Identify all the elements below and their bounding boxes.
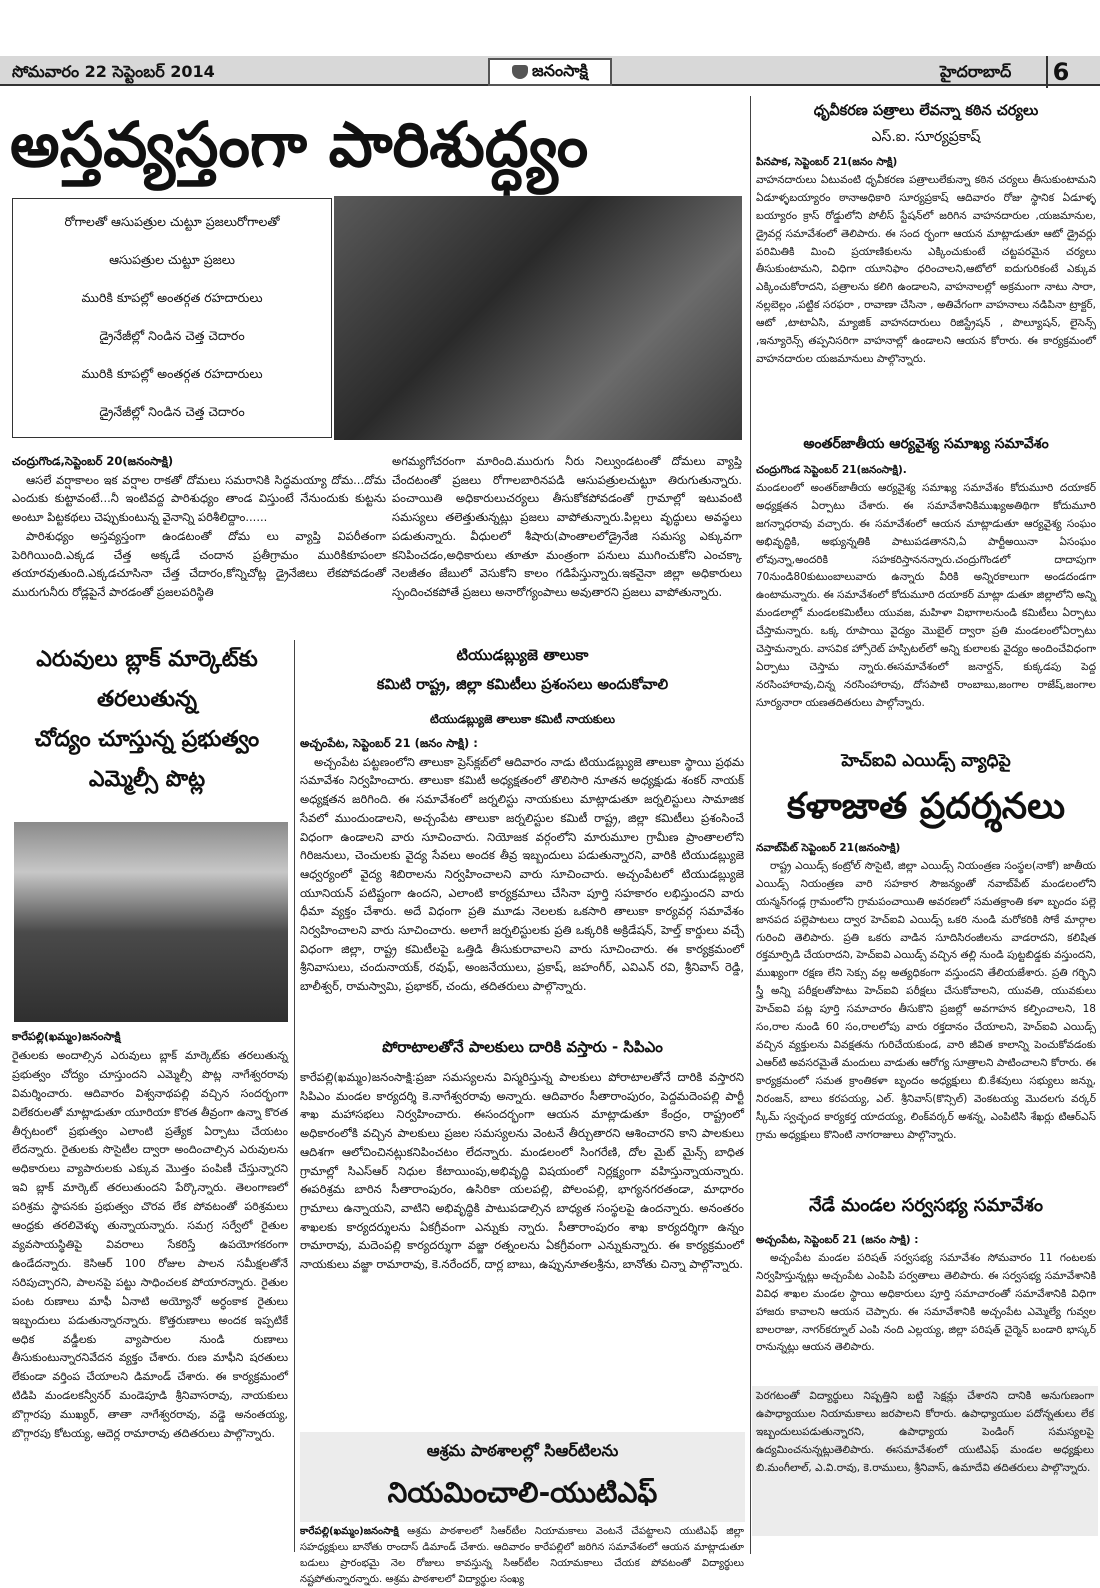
logo-text: జనంసాక్షి xyxy=(532,60,588,80)
tuwj-subhead: టియుడబ్ల్యుజె తాలుకా కమిటీ నాయకులు xyxy=(429,712,615,726)
headline-line: నియమించాలి-యుటిఎఫ్ xyxy=(387,1476,658,1509)
vehicle-headline: ధృవీకరణ పత్రాలు లేవన్నా కఠిన చర్యలు xyxy=(813,103,1039,119)
vehicle-story-body xyxy=(756,154,1096,424)
tuwj-headline xyxy=(300,640,745,710)
logo-emblem-icon xyxy=(512,65,528,79)
highlight-line: డ్రైనేజీల్లో నిండిన చెత్త చెదారం xyxy=(99,328,245,343)
page-number: 6 xyxy=(1046,56,1074,88)
paragraph: పెరగటంతో విద్యార్థులు నిష్పత్తిని బట్టి సెక్షన్లు చేశారని దానికి అనుగుణంగా ఉపాధ్యాయుల నియామకాలు జరపాలని కోరారు. ఉపాధ్యాయుల పదోన్నతులు లేక ఇబ్బందులుపడుతున్నారని, ఉపాధ్యాయ పెండింగ్ సమస్యలపై ఉద్యమించనున్నట్లుతెలిపారు. ఈసమావేశంలో యుటిఎఫ్ మండల అధ్యక్షులు బి.మంగీలాల్, ఎ.వి.రావు, కె.రాములు, శ్రీనివాస్, ఉమాదేవి తదితరులు పాల్గొన్నారు. xyxy=(756,1390,1094,1474)
newspaper-logo xyxy=(488,58,612,86)
headline-line: చోద్యం చూస్తున్న ప్రభుత్వం xyxy=(34,727,260,752)
cpm-headline: పోరాటాలతోనే పాలకులు దారికి వస్తారు - సిపిఎం xyxy=(382,1038,663,1056)
paragraph: ఆసలే వర్షాకాలం ఇక వర్షాల రాకతో దోమలు సమరానికి సిద్ధమయ్యా దోమ...దోమ ఎందుకు కుట్టావంటే...నీ ఇంటివద్ద పారిశుధ్యం తాండ విస్తుంటే నేనుందుకు కుట్టను అంటూ పిట్టకథలు చెప్పుకుంటున్న వైనాన్ని పరిశీలిద్దాం...... xyxy=(12,472,386,525)
main-story-col1 xyxy=(12,452,386,624)
mandal-headline: నేడే మండల సర్వసభ్య సమావేశం xyxy=(808,1195,1044,1216)
hiv-kicker: హెచ్ఐవి ఎయిడ్స్ వ్యాధిపై xyxy=(841,751,1011,771)
dateline: చంద్రుగొండ,సెప్టెంబర్ 20(జనంసాక్షి) xyxy=(12,454,174,468)
headline-line: ఆశ్రమ పాఠశాలల్లో సిఆర్‌టిలను xyxy=(426,1441,619,1460)
highlight-line: ఆసుపత్రుల చుట్టూ ప్రజలు xyxy=(109,252,235,267)
dateline: చంద్రుగొండ సెప్టెంబర్ 21(జనంసాక్షి). xyxy=(756,464,907,476)
main-headline: అస్తవ్యస్తంగా పారిశుద్ధ్యం xyxy=(10,108,589,181)
highlight-line: రోగాలతో ఆసుపత్రుల చుట్టూ ప్రజలురోగాలతో xyxy=(64,214,280,229)
mandal-story-body xyxy=(756,1232,1096,1382)
headline-line: ఎమ్మెల్సీ పొట్ల xyxy=(88,767,206,792)
paragraph: రైతులకు అందాల్సిన ఎరువులు బ్లాక్ మార్కెట్‌కు తరలుతున్న ప్రభుత్వం చోద్యం చూస్తుందని ఎమ్మెల్సీ పొట్ల నాగేశ్వరరావు విమర్శించారు. ఆదివారం విశ్వనాథపల్లి వచ్చిన సందర్భంగా విలేకరులతో మాట్లాడుతూ యూరియా కొరత తీవ్రంగా ఉన్నా కొరత తీర్చటంలో ప్రభుత్వం ఎలాంటి ప్రత్యేక ఏర్పాటు చేయటం లేదన్నారు. రైతులకు సొసైటీల ద్వారా అందించాల్సిన ఎరువులను అధికారులు వ్యాపారులకు ఎక్కువ మొత్తం పంపిణీ చేస్తున్నారని ఇవి బ్లాక్ మార్కెట్ తరలుతుందని పేర్కొన్నారు. తెలంగాణలో పరిశ్రమ స్థాపనకు ప్రభుత్వం చొరవ లేక పోవటంతో పరిశ్రమలు ఆంధ్రకు తరలివెళ్ళు తున్నాయన్నారు. సమగ్ర సర్వేలో రైతుల వ్యవసాయస్థితిపై వివరాలు సేకరిస్తే ఉపయోగకరంగా ఉండేదన్నారు. కెసిఆర్ 100 రోజుల పాలన సమీక్షలతోనే సరిపుచ్చారని, పాలనపై పట్టు సాధించలక పోయారన్నారు. రైతుల పంట రుణాలు మాఫీ ఏనాటి అయ్యోనో అర్ధంకాక రైతులు ఇబ్బందులు పడుతున్నారన్నారు. కొత్తరుణాలు అందక ఇప్పటికే అధిక వడ్డీలకు వ్యాపారుల నుండి రుణాలు తీసుకుంటున్నారనివేదన వ్యక్తం చేశారు. రుణ మాఫీని షరతులు లేకుండా వర్తింప చేయాలని డిమాండ్ చేశారు. ఈ కార్యక్రమంలో టిడిపి మండలకన్వీనర్ మండెపూడి శ్రీనివాసరావు, నాయకులు బొగ్గారపు ముఖ్యర్, తాతా నాగేశ్వరరావు, వడ్డె అనంతయ్య, బొగ్గారపు కోటయ్య, ఆదెర్ల రామారావు తదితరులు పాల్గొన్నారు. xyxy=(12,1048,288,1441)
paragraph: మండలంలో అంతర్‌జాతీయ ఆర్యవైశ్య సమాఖ్య సమావేశం కోదుమూరి దయాకర్ అధ్యక్షతన ఏర్పాటు చేశారు. ఈ సమావేశానికిముఖ్యఅతిథిగా కోదుమూరి జగన్నాధరావు వచ్చారు. ఈ సమావేశంలో ఆయన మాట్లాడుతూ ఆర్యవైశ్య సంఘం అభివృద్ధికి, అభ్యున్నతికి పాటుపడతానని,ఏ పార్టీఅయినా ఏసంఘం లోవున్నా,అందరికి సహకరిస్తాననన్నారు.చంద్రుగొండలో దాదాపుగా 70నుండి80కుటుంబాలువారు ఉన్నారు వీరికి అన్నిరకాలుగా అండదండగా ఉంటామన్నారు. ఈ సమావేశంలో కోదుమూరి దయాకర్ మాట్లా డుతూ జిల్లాలోని అన్ని మండలాల్లో మండలకమిటీలు యువజ, మహిళా విభాగాలనుండి కమిటీలు ఏర్పాటు చేస్తామన్నారు. ఒక్క రూపాయి వైద్యం మొబైల్ ద్వారా ప్రతి మండలంలోఏర్పాటు చెస్తామన్నారు. వాసవిక హ్సోరెట్ హస్పిటల్‌లో అన్ని కులాలకు వైద్యం అందించేవిధంగా ఏర్పాటు చెస్తామ న్నారు.ఈసమావేశంలో జనార్దన్, కుక్కడపు పెద్ద నరసింహారావు,చిన్న నరసింహారావు, దోసపాటి రాంబాబు,జంగాల రాజేష్,జంగాల సూర్యనారా యణతదితరులు పాల్గోన్నారు. xyxy=(756,481,1096,709)
paragraph: వాహనదారులు ఏటువంటి ధృవీకరణ పత్రాలులేకున్నా కఠిన చర్యలు తీసుకుంటామని ఏడూళ్ళబయ్యారం ఠానాఅధికారి సూర్యప్రకాష్ ఆదివారం రోజు స్థానిక ఏడూళ్ళ బయ్యారం క్రాస్ రోడ్డులోని పోలీస్ స్టేషన్‌లో జరిగిన వాహనదారుల ,యజమానుల, డ్రైవర్ల సమావేశంలో తెలిపారు. ఈ సంద ర్భంగా ఆయన మాట్లాడుతూ ఆటో డ్రైవర్లు పరిమితికి మించి ప్రయాణికులను ఎక్కించుకుంటే చట్టపరమైన చర్యలు తీసుకుంటామని, విధిగా యూనిఫాం ధరించాలని,ఆటోలో ఐదుగురికంటే ఎక్కువ ఎక్కించుకోరాదని, పత్రాలను కలిగి ఉండాలని, వాహనాలల్లో అక్రమంగా నాటు సారా, నల్లబెల్లం ,పట్టిక సరఫరా , రావాణా చేసినా , అతివేగంగా వాహనాలు నడిపినా ట్రాక్టర్, ఆటో ,టాటాఏసి, మ్యాజిక్ వాహనదారులు రిజిస్ట్రేషన్ , పొల్యూషన్, లైసెన్స్ ,ఇన్యూరెన్స్ తప్పనిసరిగా వాహనాల్లో ఉండాలని ఆయన కోరారు. ఈ కార్యక్రమంలో వాహనదారుల యజమానులు పాల్గొన్నారు. xyxy=(756,173,1096,365)
hiv-story-body xyxy=(756,840,1096,1170)
headline-line: టియుడబ్ల్యుజె తాలుకా xyxy=(456,646,589,664)
headline-line: ఎరువులు బ్లాక్ మార్కెట్‌కు xyxy=(36,647,258,672)
highlight-line: మురికి కూపల్లో అంతర్గత రహదారులు xyxy=(81,290,263,305)
paragraph: రాష్ట్ర ఎయిడ్స్ కంట్రోల్ సొసైటి, జిల్లా ఎయిడ్స్ నియంత్రణ సంస్థల(నాకో) జాతీయ ఎయిడ్స్ నియంత్రణ వారి సహకార సౌజన్యంతో నవాబ్‌పేట్ మండలంలోని యన్మన్‌గండ్ల గ్రామంలోని గ్రామపంచాయితి అవరణలో సమతక్రాంతి కళా బృందం పల్లె జానపద పల్లెపాటలు ద్వార హెచ్ఐవి ఎయిడ్స్ ఒకరి నుండి మరోకరికి సోకే మార్గాల గురించి తెలిపారు. ప్రతి ఒకరు వాడిన సూదిసిరంజీలను వాడరాదని, కలిషిత రక్తమార్పిడి చేయరాదని, హెచ్ఐవి ఎయిడ్స్ వచ్చిన తల్లి నుండి పుట్టబిడ్డకు వస్తుందని, ముఖ్యంగా రక్షణ లేని సెక్సు వల్ల అత్యధికంగా వస్తుందని తేలియజేశారు. ప్రతి గర్భిని స్త్రీ అన్ని పరీక్షలతోపాటు హెచ్ఐవి పరీక్షలు చేసుకోవాలని, యువతి, యువకులు హెచ్ఐవి పట్ల పూర్తి సమాచారం తీసుకొని ప్రజల్లో అవగాహన కల్పించాలని, 18 సం,రాల నుండి 60 సం,రాలలోపు వారు రక్తదానం చేయాలని, హెచ్ఐవి ఎయిడ్స్ వచ్చిన వ్యక్తులను వివక్షతను గురిచేయకుండ, వారి జీవిత కాలాన్ని పెంచుకోవడంకు ఎఆర్‌టి అవసరమైతే మందులు వాడుతు ఆరోగ్య సూత్రాలని పాటించాలని కోరారు. ఈ కార్యక్రమంలో సమత క్రాంతికళా బృందం అధ్యక్షులు బి.కేశవులు సభ్యులు జన్ను, నిరంజన్, బాలు కరపయ్య, ఎల్. శ్రీనివాస్(కొన్సిల్) వెంకటయ్య మొదలగు వర్కర్ స్కీమ్ స్వచ్ఛంద కార్యకర్త యాదయ్య, లింక్‌వర్కర్ అశన్న, ఎంపిటిసి శేఖర్లు టిఆర్ఎస్ గ్రామ అధ్యక్షులు కొనింటి నాగరాజులు పాల్గొన్నారు. xyxy=(756,859,1096,1141)
dateline: అచ్చంపేట, సెప్టెంబర్ 21 (జనం సాక్షి) : xyxy=(756,1234,919,1246)
dateline: కారేపల్లి(ఖమ్మం)జనంసాక్షి xyxy=(12,1030,121,1043)
edition-city: హైదరాబాద్ xyxy=(940,62,1012,81)
dateline: పినపాక, సెప్టెంబర్ 21(జనం సాక్షి) xyxy=(756,156,898,168)
headline-line: తరలుతున్న xyxy=(96,687,198,712)
urea-story-body xyxy=(12,1028,288,1548)
meeting-photo xyxy=(14,822,288,1022)
utf-story-body xyxy=(300,1524,745,1585)
main-story-col2 xyxy=(392,452,742,622)
column-rule xyxy=(750,96,751,1554)
highlight-line: డ్రైనేజీల్లో నిండిన చెత్త చెదారం xyxy=(99,404,245,419)
dateline: నవాబ్‌పేట్ సెప్టెంబర్ 21(జనంసాక్షి) xyxy=(756,842,901,854)
issue-date: సోమవారం 22 సెప్టెంబర్ 2014 xyxy=(12,62,215,81)
dateline: అచ్చంపేట, సెప్టెంబర్ 21 (జనం సాక్షి) : xyxy=(300,736,478,750)
utf-headline-box xyxy=(300,1432,745,1522)
vysya-headline: అంతర్‌జాతీయ ఆర్యవైశ్య సమాఖ్య సమావేశం xyxy=(803,436,1049,452)
main-highlights-box xyxy=(12,198,332,438)
tuwj-story-body xyxy=(300,734,744,1026)
column-rule xyxy=(294,640,295,1552)
paragraph: అగమ్యగోచరంగా మారింది.మురుగు నీరు నిల్వుండటంతో దోమలు వ్యాప్తి చేందటంతో ప్రజలు రోగాలబారినపడి ఆసుపత్రులచుట్టూ తిరుగుతున్నారు. పంచాయితి అధికారులుచర్యలు తీసుకోకపోవడంతో గ్రామాల్లో ఇటువంటి సమస్యలు తలెత్తుతున్నట్లు ప్రజలు వాపోతున్నారు.పిల్లలు వృద్ధులు అవస్థలు పడుతున్నారు. వీధులలో శీషారు(పాంతాలలోడ్రైనేజి సమస్య ఎక్కువగా కనిపించడం,అధికారులు తూతూ మంత్రంగా పనులు ముగించుకోని ఎంచక్కా నెలజీతం జేబులో వెసుకోని కాలం గడిపేస్తున్నారు.ఇకనైనా జిల్లా అధికారులు స్పందించకపోతే ప్రజలు అనారోగ్యంపాలు అవుతారని ప్రజలు వాపోతున్నారు. xyxy=(392,454,742,599)
paragraph: ఆశ్రమ పాఠశాలలో సిఆర్‌టీల నియామకాలు వెంటనే చేపట్టాలని యుటిఎఫ్ జిల్లా సహధ్యక్షులు బానోతు రాందాస్ డిమాండ్ చేశారు. ఆదివారం కారేపల్లిలో జరిగిన సమావేశంలో ఆయన మాట్లాడుతూ బడులు ప్రారంభమై నెల రోజులు కావస్తున్న సిఆర్‌టీల నియామకాలు చేయక పోవటంతో విద్యార్థులు నష్టపోతున్నారన్నారు. ఆశ్రమ పాఠశాలలో విద్యార్థుల సంఖ్య xyxy=(300,1526,745,1585)
garbage-photo xyxy=(334,196,742,440)
paragraph: కారేపల్లి(ఖమ్మం)జనంసాక్షి:ప్రజా సమస్యలను విస్మరిస్తున్న పాలకులు పోరాటాలతోనే దారికి వస్తారని సిపిఎం మండల కార్యదర్శి కె.నాగేశ్వరరావు అన్నారు. ఆదివారం సీతారాంపురం, పెద్దమదెంపల్లి పార్టీ శాఖ మహాసభలు నిర్వహించారు. ఈసందర్భంగా ఆయన మాట్లాడుతూ కేంద్రం, రాష్ట్రంలో అధికారంలోకి వచ్చిన పాలకులు ప్రజల సమస్యలను వెంటనే తీర్చుతారని ఆశించారని కాని పాలకులు ఆదిశగా ఆలోచించినట్లుకనిపించటం లేదన్నారు. మండలంలో సింగరేణి, దోల మైట్ మైన్స్ బాధిత గ్రామాల్లో సిఎస్‌ఆర్ నిధుల కేటాయింపు,అభివృద్ధి విషయంలో నిర్లక్ష్యంగా వహిస్తున్నాయన్నారు. ఈపరిశ్రమ బారిన సీతారాంపురం, ఉసిరికా యలపల్లి, పోలంపల్లి, భాగ్యనగరతండా, మాధారం గ్రామాలు ఉన్నాయని, వాటిని అభివృద్ధికి పాటుపడాల్సిన బాధ్యత సంస్థలపై ఉందన్నారు. అనంతరం శాఖలకు కార్యదర్శులను ఏకగ్రీవంగా ఎన్నుకు న్నారు. సీతారాంపురం శాఖ కార్యదర్శిగా ఉన్నం రామారావు, మదెంపల్లి కార్యదర్శుగా వజ్జా రత్నంలను ఏకగ్రీవంగా ఎన్నుకున్నారు. ఈ కార్యక్రమంలో నాయకులు వజ్జా రామారావు, కె.నరేందర్, దార్ల బాబు, ఉప్పునూతలశ్రీను, బానోతు చిన్నా పాల్గొన్నారు. xyxy=(300,1070,744,1272)
headline-line: కమిటి రాష్ట్ర, జిల్లా కమిటీలు ప్రశంసలు అందుకోవాలి xyxy=(376,677,669,693)
urea-headline xyxy=(6,640,288,808)
hiv-headline: కళాజాత ప్రదర్శనలు xyxy=(786,786,1066,827)
highlight-line: మురికి కూపల్లో అంతర్గత రహదారులు xyxy=(81,366,263,381)
vehicle-subhead: ఎస్.ఐ. సూర్యప్రకాష్ xyxy=(871,129,981,145)
vysya-story-body xyxy=(756,462,1096,740)
paragraph: అచ్చంపేట పట్టణంలోని తాలుకా ప్రెస్‌క్లబ్‌లో ఆదివారం నాడు టియుడబ్ల్యుజె తాలుకా స్థాయి ప్రథమ సమావేశం నిర్వహించారు. తాలుకా కమిటీ అధ్యక్షతంలో తొలిసారి నూతన అధ్యక్షుడు శంకర్ నాయక్ అధ్యక్షతన జరిగింది. ఈ సమావేశంలో జర్నలిస్టు నాయకులు మాట్లాడుతూ జర్నలిస్టులు సామాజిక సేవలో ముందుండాలని, అచ్చంపేట తాలుకా జర్నలిస్టుల కమిటీ రాష్ట్ర, జిల్లా కమిటీలు ప్రశంసించే విధంగా ఉండాలని వారు సూచించారు. నియోజక వర్గంలోని మారుమూల గ్రామీణ ప్రాంతాలలోని గిరిజనులు, చెంచులకు వైద్య సేవలు అందక తీవ్ర ఇబ్బందులు పడుతున్నారని, వారికి టియుడబ్ల్యుజె ఆధ్వర్యంలో వైద్య శిబిరాలను నిర్వహించాలని వారు సూచించారు. అచ్చంపేటలో టియుడబ్ల్యుజె యూనియన్ పటిష్టంగా ఉందని, ఎలాంటి కార్యక్రమాలు చేసినా పూర్తి సహకారం లభిస్తుందని వారు ధీమా వ్యక్తం చేశారు. అదే విధంగా ప్రతి మూడు నెలలకు ఒకసారి తాలుకా కార్యవర్గ సమావేశం నిర్వహించాలని వారు సూచించారు. అలాగే జర్నలిస్టులకు ప్రతి ఒక్కరికి అక్రిడేషన్, హెల్త్ కార్డులు వచ్చే విధంగా జిల్లా, రాష్ట్ర కమిటీలపై ఒత్తిడి తీసుకురావాలని వారు సూచించారు. ఈ కార్యక్రమంలో శ్రీనివాసులు, చందునాయక్, రవుఫ్, అంజనేయులు, ప్రకాష్, జహంగీర్, ఎవిఎన్ రవి, శ్రీనివాస్ రెడ్డి, బాలీశ్వర్, రామస్వామి, ప్రభాకర్, చందు, తదితరులు పాల్గొన్నారు. xyxy=(300,754,744,994)
cpm-story-body xyxy=(300,1068,744,1428)
paragraph: పారిశుధ్యం అస్తవ్యస్తంగా ఉండటంతో దోమ లు వ్యాప్తి విపరీతంగా పెరిగియింది.ఎక్కడ చేత్త అక్కడే చందాన ప్రతీగ్రామం మురికికూపంలా తయారవుతుంది.ఎక్కడచూసినా చేత్త చేదారం,కోన్నిచోట్ల డ్రైనేజిలు లేకపోవడంతో మురుగునీరు రోడ్లపైనే పారడంతో ప్రజలపరిస్థితి xyxy=(12,528,386,599)
dateline: కారేపల్లి(ఖమ్మం)జనంసాక్షి xyxy=(300,1526,399,1537)
utf-continuation-box xyxy=(752,1386,1098,1536)
paragraph: అచ్చంపేట మండల పరిషత్ సర్వసభ్య సమావేశం సోమవారం 11 గంటలకు నిర్వహిస్తున్నట్లు అచ్చంపేట ఎంపిపి పర్వతాలు తెలిపారు. ఈ సర్వసభ్య సమావేశానికి వివిధ శాఖల మండల స్థాయి అధికారులు పూర్తి సమాచారంతో సమావేశానికి విధిగా హాజరు కావాలని ఆయన చెప్పారు. ఈ సమావేశానికి అచ్చంపేట ఎమ్మెల్యే గువ్వల బాలరాజు, నాగర్‌కర్నూల్ ఎంపి నంది ఎల్లయ్య, జిల్లా పరిషత్ చైర్మెన్ బండారి భాస్కర్ రానున్నట్లు ఆయన తెలిపారు. xyxy=(756,1251,1096,1354)
